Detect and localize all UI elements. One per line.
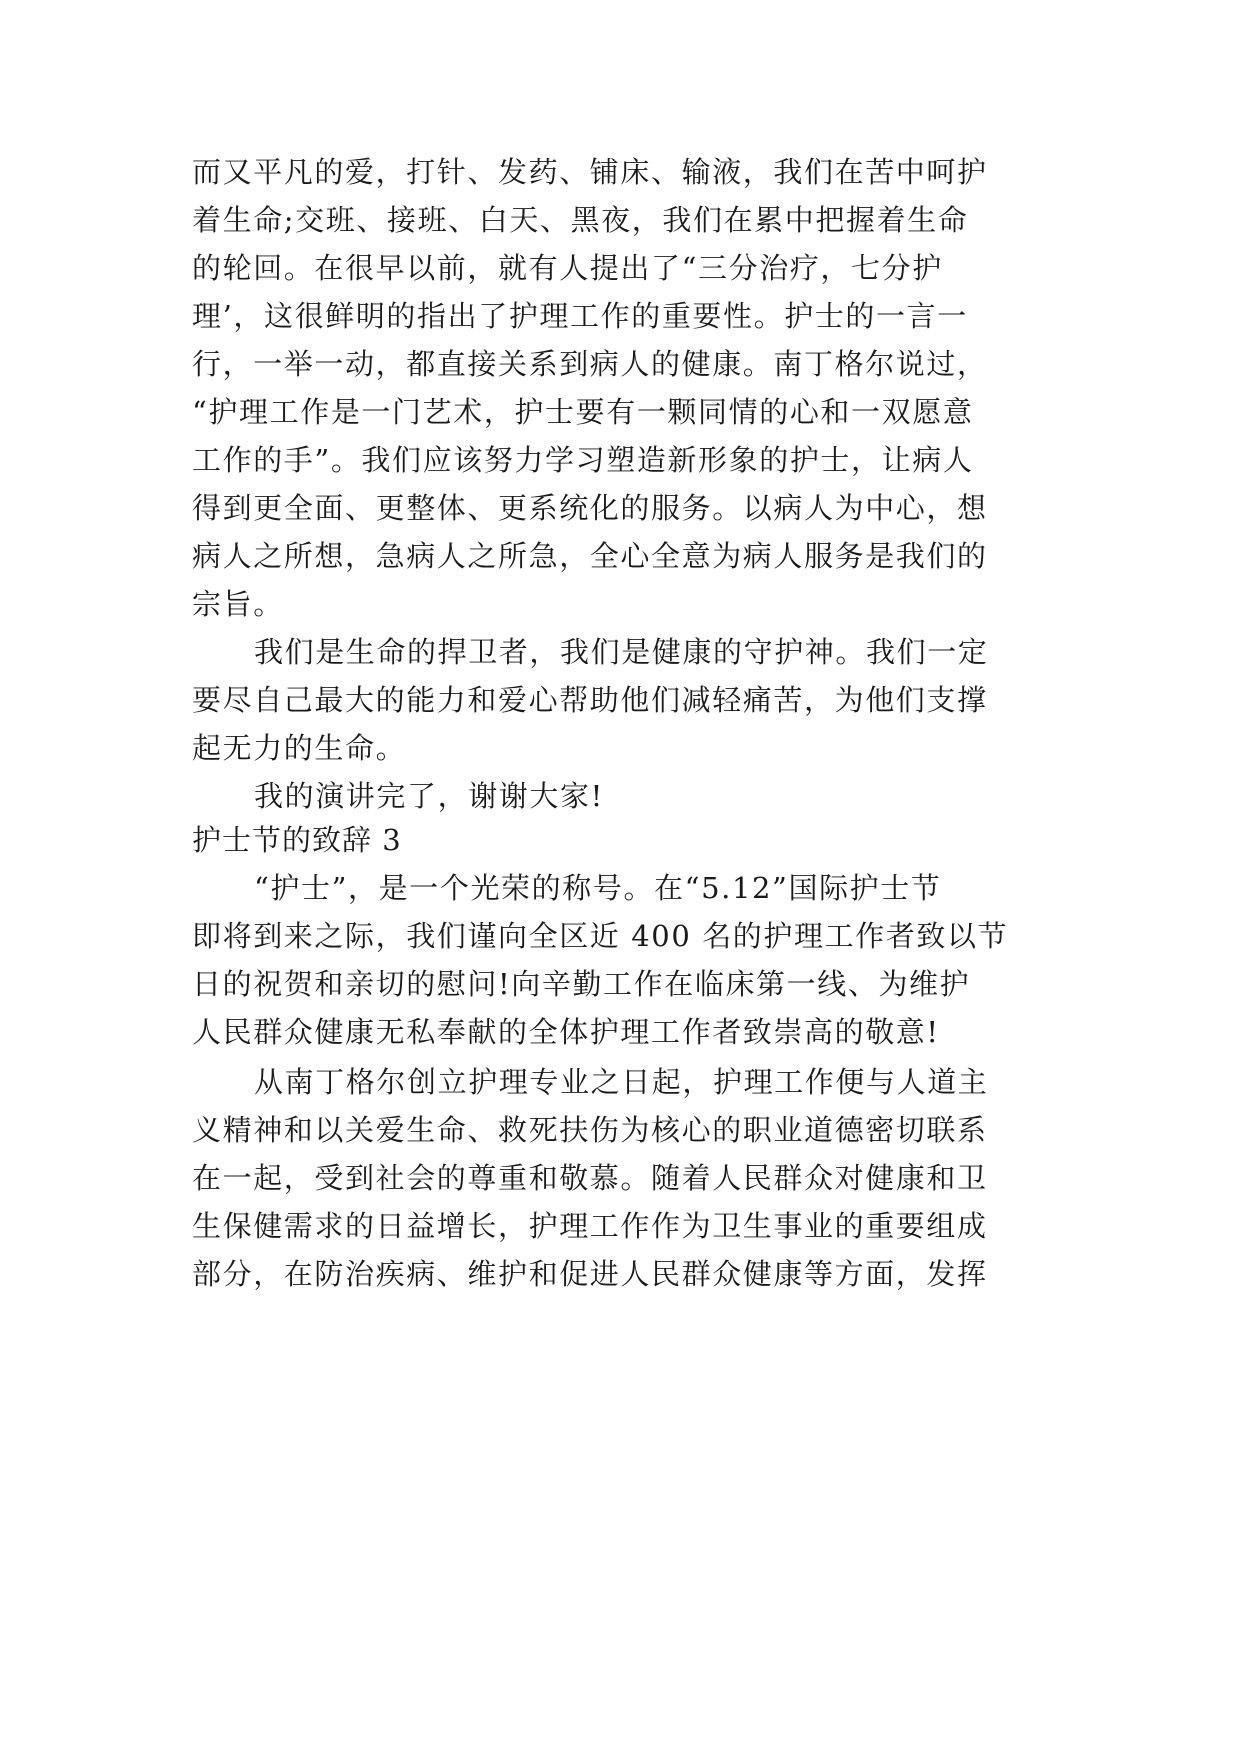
paragraph-line: 的轮回。在很早以前，就有人提出了“三分治疗，七分护 [192, 251, 943, 285]
paragraph-line: 工作的手”。我们应该努力学习塑造新形象的护士，让病人 [192, 443, 974, 477]
paragraph-line: 我的演讲完了，谢谢大家! [254, 779, 604, 813]
paragraph-line: “护士”，是一个光荣的称号。在“5.12”国际护士节 [254, 871, 942, 905]
paragraph-line: 部分，在防治疾病、维护和促进人民群众健康等方面，发挥 [192, 1257, 988, 1291]
paragraph-line: 得到更全面、更整体、更系统化的服务。以病人为中心，想 [192, 491, 988, 525]
section-heading: 护士节的致辞 3 [192, 823, 402, 857]
paragraph-line: 起无力的生命。 [192, 731, 407, 765]
paragraph-line: 生保健需求的日益增长，护理工作作为卫生事业的重要组成 [192, 1209, 988, 1243]
paragraph-line: 在一起，受到社会的尊重和敬慕。随着人民群众对健康和卫 [192, 1161, 988, 1195]
paragraph-line: 而又平凡的爱，打针、发药、铺床、输液，我们在苦中呵护 [192, 155, 988, 189]
paragraph-line: 我们是生命的捍卫者，我们是健康的守护神。我们一定 [254, 635, 989, 669]
paragraph-line: 着生命;交班、接班、白天、黑夜，我们在累中把握着生命 [192, 203, 969, 237]
paragraph-line: 人民群众健康无私奉献的全体护理工作者致崇高的敬意! [192, 1015, 940, 1049]
paragraph-line: 日的祝贺和亲切的慰问!向辛勤工作在临床第一线、为维护 [192, 967, 971, 1001]
paragraph-line: 从南丁格尔创立护理专业之日起，护理工作便与人道主 [254, 1065, 989, 1099]
paragraph-line: 义精神和以关爱生命、救死扶伤为核心的职业道德密切联系 [192, 1113, 988, 1147]
paragraph-line: 即将到来之际，我们谨向全区近 400 名的护理工作者致以节 [192, 919, 1009, 953]
paragraph-line: 行，一举一动，都直接关系到病人的健康。南丁格尔说过， [192, 347, 988, 381]
paragraph-line: 要尽自己最大的能力和爱心帮助他们减轻痛苦，为他们支撑 [192, 683, 988, 717]
paragraph-line: “护理工作是一门艺术，护士要有一颗同情的心和一双愿意 [192, 395, 974, 429]
paragraph-line: 宗旨。 [192, 587, 284, 621]
paragraph-line: 病人之所想，急病人之所急，全心全意为病人服务是我们的 [192, 539, 988, 573]
paragraph-line: 理’，这很鲜明的指出了护理工作的重要性。护士的一言一 [192, 299, 968, 333]
